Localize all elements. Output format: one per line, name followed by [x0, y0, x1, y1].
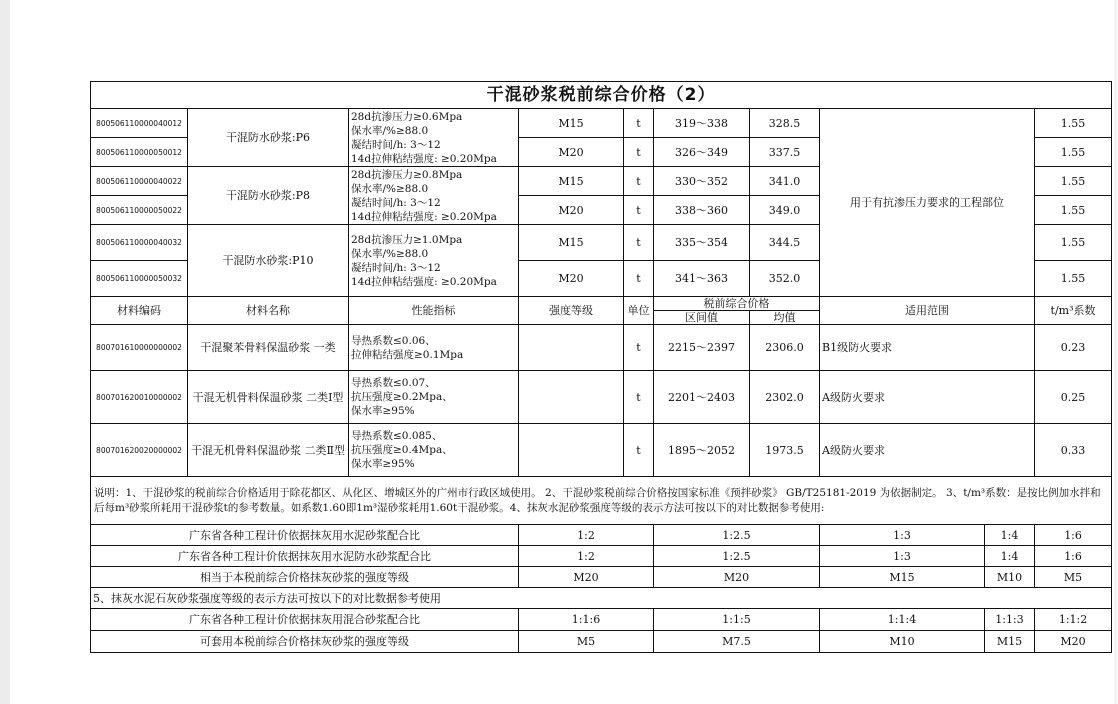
unit: t	[624, 138, 654, 167]
grade	[519, 424, 624, 477]
price-range: 2201～2403	[654, 371, 750, 424]
scope: 用于有抗渗压力要求的工程部位	[820, 109, 1035, 297]
header-price: 税前综合价格	[654, 297, 820, 311]
grade	[519, 325, 624, 371]
price-range: 330～352	[654, 167, 750, 196]
coef: 1.55	[1035, 225, 1112, 261]
performance-spec: 28d抗渗压力≥0.6Mpa 保水率/%≥88.0 凝结时间/h: 3～12 14d拉伸粘结强度: ≥0.20Mpa	[349, 109, 519, 167]
compare-value: 1:4	[985, 525, 1035, 546]
material-name: 干混无机骨料保温砂浆 二类Ⅱ型	[188, 424, 349, 477]
header-avg: 均值	[750, 311, 820, 325]
unit: t	[624, 225, 654, 261]
header-range: 区间值	[654, 311, 750, 325]
lime-note: 5、抹灰水泥石灰砂浆强度等级的表示方法可按以下的对比数据参考使用	[91, 588, 1112, 609]
compare-value: M20	[519, 567, 654, 588]
header-name: 材料名称	[188, 297, 349, 325]
coef: 1.55	[1035, 167, 1112, 196]
price-avg: 2302.0	[750, 371, 820, 424]
compare-value: 1:3	[820, 546, 985, 567]
table-row	[91, 424, 1112, 477]
compare-value: M10	[820, 631, 985, 653]
compare-row	[91, 525, 1112, 546]
coef: 0.23	[1035, 325, 1112, 371]
price-range: 335～354	[654, 225, 750, 261]
compare-row	[91, 567, 1112, 588]
performance-spec: 28d抗渗压力≥1.0Mpa 保水率/%≥88.0 凝结时间/h: 3～12 14d拉伸粘结强度: ≥0.20Mpa	[349, 225, 519, 297]
material-code: 800701620010000002	[91, 371, 188, 424]
header-spec: 性能指标	[349, 297, 519, 325]
compare-value: M20	[1035, 631, 1112, 653]
price-range: 341～363	[654, 261, 750, 297]
compare-value: 1:1:5	[654, 609, 820, 631]
compare-value: M15	[985, 631, 1035, 653]
grade: M15	[519, 109, 624, 138]
compare-value: 1:2.5	[654, 525, 820, 546]
compare-value: 1:2	[519, 546, 654, 567]
performance-spec: 导热系数≤0.085、 抗压强度≥0.4Mpa、 保水率≥95%	[349, 424, 519, 477]
material-code: 800506110000040022	[91, 167, 188, 196]
header-code: 材料编码	[91, 297, 188, 325]
scope: A级防火要求	[820, 371, 1035, 424]
compare-value: 1:6	[1035, 546, 1112, 567]
coef: 0.33	[1035, 424, 1112, 477]
material-name: 干混聚苯骨料保温砂浆 一类	[188, 325, 349, 371]
coef: 1.55	[1035, 138, 1112, 167]
unit: t	[624, 109, 654, 138]
performance-spec: 28d抗渗压力≥0.8Mpa 保水率/%≥88.0 凝结时间/h: 3～12 14d拉伸粘结强度: ≥0.20Mpa	[349, 167, 519, 225]
unit: t	[624, 371, 654, 424]
material-code: 800701620020000002	[91, 424, 188, 477]
compare-value: 1:4	[985, 546, 1035, 567]
price-table	[90, 81, 1112, 653]
compare-label: 可套用本税前综合价格抹灰砂浆的强度等级	[91, 631, 519, 653]
material-name: 干混防水砂浆:P8	[188, 167, 349, 225]
note-row	[91, 588, 1112, 609]
unit: t	[624, 167, 654, 196]
header-scope: 适用范围	[820, 297, 1035, 325]
compare-label: 广东省各种工程计价依据抹灰用水泥砂浆配合比	[91, 525, 519, 546]
table-row	[91, 109, 1112, 138]
header-unit: 单位	[624, 297, 654, 325]
compare-value: 1:1:2	[1035, 609, 1112, 631]
compare-row	[91, 609, 1112, 631]
price-range: 326～349	[654, 138, 750, 167]
price-range: 319～338	[654, 109, 750, 138]
material-code: 800506110000050032	[91, 261, 188, 297]
unit: t	[624, 325, 654, 371]
coef: 1.55	[1035, 261, 1112, 297]
header-grade: 强度等级	[519, 297, 624, 325]
explanation-note: 说明：1、干混砂浆的税前综合价格适用于除花都区、从化区、增城区外的广州市行政区域使用。 2、干混砂浆税前综合价格按国家标准《预拌砂浆》 GB/T25181-2019 为依据制定。 3、t/m³系数：是按比例加水拌和后每m³砂浆所耗用干混砂浆t的参考数量。如系数1.60即1m³湿砂浆耗用1.60t干混砂浆。4、抹灰水泥砂浆强度等级的表示方法可按以下的对比数据参考使用:	[91, 477, 1112, 525]
unit: t	[624, 424, 654, 477]
compare-label: 广东省各种工程计价依据抹灰用水泥防水砂浆配合比	[91, 546, 519, 567]
price-avg: 352.0	[750, 261, 820, 297]
compare-value: M5	[1035, 567, 1112, 588]
compare-value: 1:6	[1035, 525, 1112, 546]
grade: M15	[519, 167, 624, 196]
coef: 1.55	[1035, 196, 1112, 225]
performance-spec: 导热系数≤0.06、 拉伸粘结强度≥0.1Mpa	[349, 325, 519, 371]
compare-row	[91, 546, 1112, 567]
price-range: 338～360	[654, 196, 750, 225]
price-avg: 344.5	[750, 225, 820, 261]
price-avg: 349.0	[750, 196, 820, 225]
material-name: 干混无机骨料保温砂浆 二类Ⅰ型	[188, 371, 349, 424]
header-coef: t/m³系数	[1035, 297, 1112, 325]
grade	[519, 371, 624, 424]
grade: M15	[519, 225, 624, 261]
material-name: 干混防水砂浆:P6	[188, 109, 349, 167]
price-avg: 2306.0	[750, 325, 820, 371]
grade: M20	[519, 196, 624, 225]
compare-value: 1:1:6	[519, 609, 654, 631]
header-row	[91, 297, 1112, 311]
compare-value: 1:2	[519, 525, 654, 546]
material-code: 800506110000050012	[91, 138, 188, 167]
compare-label: 广东省各种工程计价依据抹灰用混合砂浆配合比	[91, 609, 519, 631]
compare-value: M7.5	[654, 631, 820, 653]
compare-value: M5	[519, 631, 654, 653]
table-row	[91, 371, 1112, 424]
unit: t	[624, 196, 654, 225]
compare-row	[91, 631, 1112, 653]
page-right-margin	[1114, 0, 1118, 704]
material-name: 干混防水砂浆:P10	[188, 225, 349, 297]
page-left-margin	[0, 0, 10, 704]
material-code: 800506110000050022	[91, 196, 188, 225]
price-range: 2215～2397	[654, 325, 750, 371]
table-row	[91, 325, 1112, 371]
compare-value: 1:1:4	[820, 609, 985, 631]
grade: M20	[519, 138, 624, 167]
price-avg: 328.5	[750, 109, 820, 138]
compare-value: 1:2.5	[654, 546, 820, 567]
compare-value: 1:3	[820, 525, 985, 546]
compare-value: M15	[820, 567, 985, 588]
material-code: 800506110000040032	[91, 225, 188, 261]
compare-value: M20	[654, 567, 820, 588]
coef: 0.25	[1035, 371, 1112, 424]
price-range: 1895～2052	[654, 424, 750, 477]
unit: t	[624, 261, 654, 297]
compare-value: M10	[985, 567, 1035, 588]
price-avg: 337.5	[750, 138, 820, 167]
compare-label: 相当于本税前综合价格抹灰砂浆的强度等级	[91, 567, 519, 588]
material-code: 800701610000000002	[91, 325, 188, 371]
note-row	[91, 477, 1112, 525]
scope: B1级防火要求	[820, 325, 1035, 371]
price-avg: 341.0	[750, 167, 820, 196]
table-title: 干混砂浆税前综合价格（2）	[91, 82, 1112, 109]
material-code: 800506110000040012	[91, 109, 188, 138]
compare-value: 1:1:3	[985, 609, 1035, 631]
coef: 1.55	[1035, 109, 1112, 138]
scope: A级防火要求	[820, 424, 1035, 477]
grade: M20	[519, 261, 624, 297]
price-avg: 1973.5	[750, 424, 820, 477]
performance-spec: 导热系数≤0.07、 抗压强度≥0.2Mpa、 保水率≥95%	[349, 371, 519, 424]
